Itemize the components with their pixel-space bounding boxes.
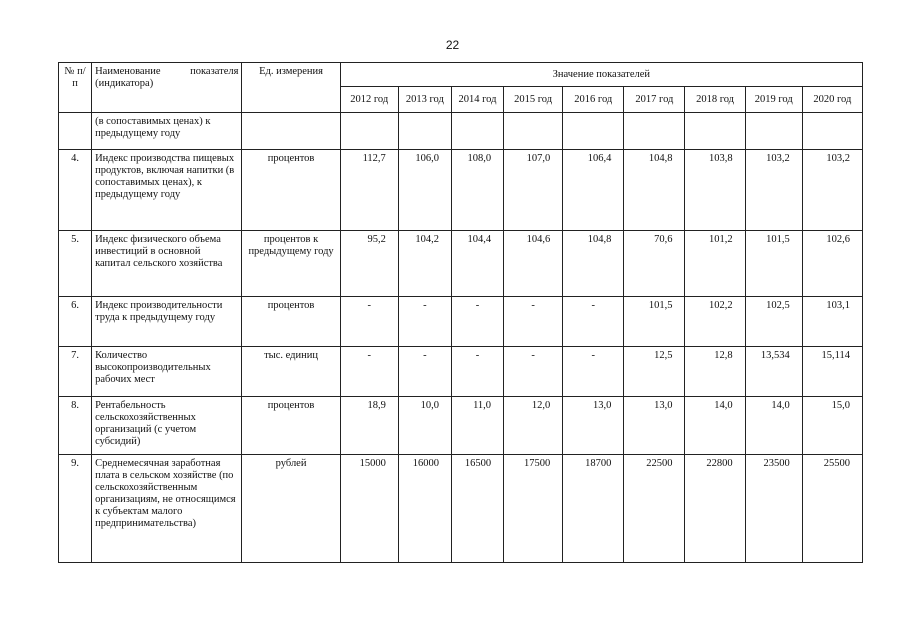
indicator-value: 108,0 [451, 150, 503, 231]
indicator-value [504, 113, 563, 150]
header-year: 2014 год [451, 87, 503, 113]
header-year: 2016 год [563, 87, 624, 113]
indicator-value: 14,0 [745, 397, 802, 455]
indicator-value: 25500 [802, 455, 862, 563]
indicator-value: 101,5 [745, 231, 802, 297]
header-year: 2019 год [745, 87, 802, 113]
indicator-name: Количество высокопроизводительных рабочих мест [92, 347, 242, 397]
indicator-value: 112,7 [340, 150, 398, 231]
indicator-value: 12,5 [624, 347, 685, 397]
indicator-value: 18700 [563, 455, 624, 563]
page-number: 22 [445, 38, 460, 52]
indicator-value: 12,8 [685, 347, 745, 397]
table-row [59, 297, 863, 347]
table-row [59, 347, 863, 397]
indicator-value: 11,0 [451, 397, 503, 455]
unit-of-measure: процентов [242, 150, 340, 231]
table-header [59, 63, 863, 113]
indicator-value: 17500 [504, 455, 563, 563]
unit-of-measure: тыс. единиц [242, 347, 340, 397]
indicator-value: 102,2 [685, 297, 745, 347]
indicator-value [451, 113, 503, 150]
indicator-value: 70,6 [624, 231, 685, 297]
indicator-name: Индекс физического объема инвестиций в основной капитал сельского хозяйства [92, 231, 242, 297]
unit-of-measure: процентов [242, 297, 340, 347]
indicator-value: 15000 [340, 455, 398, 563]
table-row [59, 231, 863, 297]
indicator-value: 22500 [624, 455, 685, 563]
indicator-value: 13,0 [563, 397, 624, 455]
indicator-name: Индекс производства пищевых продуктов, включая напитки (в сопоставимых ценах), к предыдущему году [92, 150, 242, 231]
indicator-value: 102,5 [745, 297, 802, 347]
header-unit: Ед. измерения [242, 63, 340, 113]
indicator-value [685, 113, 745, 150]
indicator-value: 107,0 [504, 150, 563, 231]
row-number: 8. [59, 397, 92, 455]
indicator-name: Рентабельность сельскохозяйственных организаций (с учетом субсидий) [92, 397, 242, 455]
unit-of-measure: процентов [242, 397, 340, 455]
indicator-value: - [398, 347, 451, 397]
unit-of-measure [242, 113, 340, 150]
indicator-value: 104,8 [624, 150, 685, 231]
row-number: 7. [59, 347, 92, 397]
unit-of-measure: процентов к предыдущему году [242, 231, 340, 297]
indicator-value: 12,0 [504, 397, 563, 455]
indicator-value: 10,0 [398, 397, 451, 455]
indicator-value: - [504, 297, 563, 347]
header-year: 2020 год [802, 87, 862, 113]
header-num: № п/п [59, 63, 92, 113]
row-number: 6. [59, 297, 92, 347]
indicator-name: (в сопоставимых ценах) к предыдущему году [92, 113, 242, 150]
indicator-value [398, 113, 451, 150]
header-year: 2017 год [624, 87, 685, 113]
header-name: Наименование показателя (индикатора) [92, 63, 242, 113]
indicator-value [802, 113, 862, 150]
indicators-table [58, 62, 863, 563]
indicator-name: Индекс производительности труда к предыдущему году [92, 297, 242, 347]
indicator-value: 15,0 [802, 397, 862, 455]
indicator-value: 23500 [745, 455, 802, 563]
row-number [59, 113, 92, 150]
indicator-value: - [451, 347, 503, 397]
indicator-value: 104,6 [504, 231, 563, 297]
indicator-value [563, 113, 624, 150]
indicator-value: 103,2 [802, 150, 862, 231]
indicator-value: 103,1 [802, 297, 862, 347]
header-year: 2015 год [504, 87, 563, 113]
indicator-value: 18,9 [340, 397, 398, 455]
indicator-value: 13,534 [745, 347, 802, 397]
indicator-value: 103,8 [685, 150, 745, 231]
indicator-value: 15,114 [802, 347, 862, 397]
unit-of-measure: рублей [242, 455, 340, 563]
row-number: 9. [59, 455, 92, 563]
indicator-value: 16000 [398, 455, 451, 563]
table-row [59, 150, 863, 231]
indicator-value: 103,2 [745, 150, 802, 231]
indicator-value: 104,4 [451, 231, 503, 297]
table-row [59, 397, 863, 455]
indicator-value: 104,8 [563, 231, 624, 297]
indicator-value: 16500 [451, 455, 503, 563]
indicator-value: - [398, 297, 451, 347]
indicator-value: - [563, 297, 624, 347]
header-year: 2013 год [398, 87, 451, 113]
indicator-value: 22800 [685, 455, 745, 563]
indicator-value: - [563, 347, 624, 397]
table-body [59, 113, 863, 563]
indicator-value: 101,2 [685, 231, 745, 297]
indicator-value: 104,2 [398, 231, 451, 297]
indicator-value: 14,0 [685, 397, 745, 455]
indicator-value: 102,6 [802, 231, 862, 297]
indicator-value [624, 113, 685, 150]
indicator-value: 101,5 [624, 297, 685, 347]
header-values-group: Значение показателей [340, 63, 862, 87]
indicator-value: 106,0 [398, 150, 451, 231]
indicator-name: Среднемесячная заработная плата в сельском хозяйстве (по сельскохозяйственным организациям, не относящимся к субъектам малого предпринимательства) [92, 455, 242, 563]
indicator-value [745, 113, 802, 150]
header-year: 2018 год [685, 87, 745, 113]
row-number: 4. [59, 150, 92, 231]
indicator-value: - [504, 347, 563, 397]
indicator-value: - [340, 347, 398, 397]
indicator-value: 106,4 [563, 150, 624, 231]
indicator-value: 13,0 [624, 397, 685, 455]
indicator-value [340, 113, 398, 150]
row-number: 5. [59, 231, 92, 297]
indicator-value: - [451, 297, 503, 347]
indicator-value: 95,2 [340, 231, 398, 297]
indicator-value: - [340, 297, 398, 347]
header-year: 2012 год [340, 87, 398, 113]
table-row [59, 113, 863, 150]
table-row [59, 455, 863, 563]
